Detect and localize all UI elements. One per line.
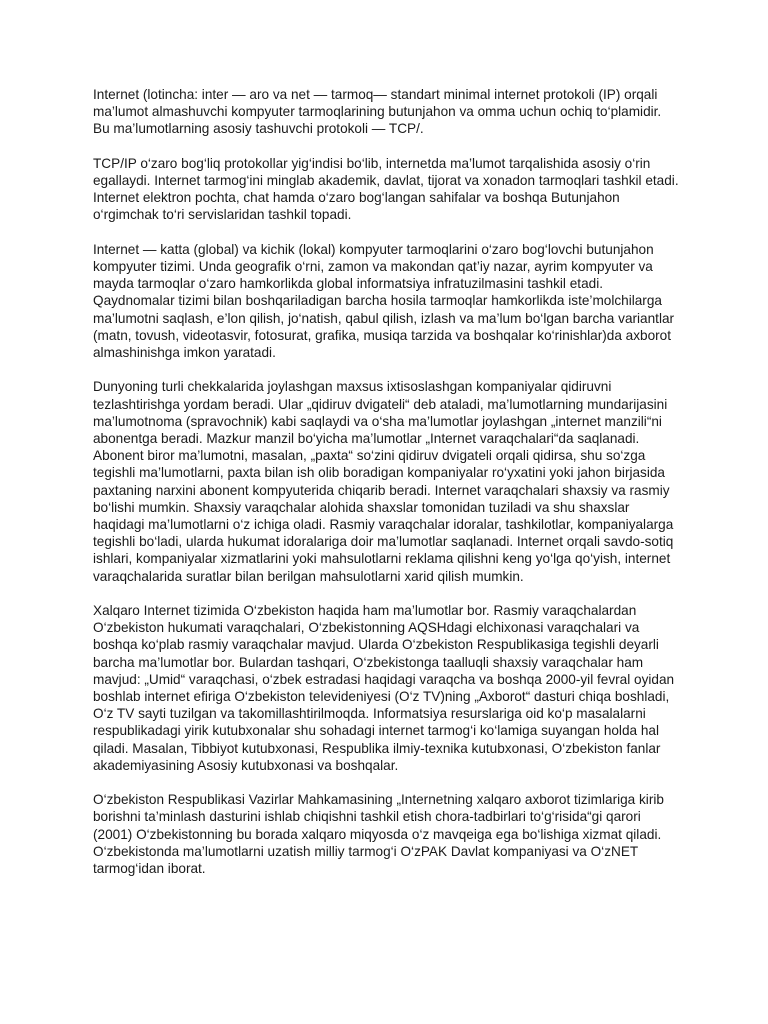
paragraph-6: O‘zbekiston Respublikasi Vazirlar Mahkamasining „Internetning xalqaro axborot tizimlariga kirib borishni ta’minlash dasturini ishlab chiqishni tashkil etish chora-tadbirlari to‘g‘risida“gi qarori (2001) O‘zbekistonning bu borada xalqaro miqyosda o‘z mavqeiga ega bo‘lishiga xizmat qiladi. O‘zbekistonda ma’lumotlarni uzatish milliy tarmog‘i O‘zPAK Davlat kompaniyasi va O‘zNET tarmog‘idan iborat. (93, 792, 664, 877)
paragraph-3: Internet — katta (global) va kichik (lokal) kompyuter tarmoqlarini o‘zaro bog‘lovchi butunjahon kompyuter tizimi. Unda geografik o‘rni, zamon va makondan qat’iy nazar, ayrim kompyuter va mayda tarmoqlar o‘zaro hamkorlikda global informatsiya infratuzilmasini tashkil etadi. Qaydnomalar tizimi bilan boshqariladigan barcha hosila tarmoqlar hamkorlikda iste’molchilarga ma’lumotni saqlash, e’lon qilish, jo‘natish, qabul qilish, izlash va ma’lum bo‘lgan barcha variantlar (matn, tovush, videotasvir, fotosurat, grafika, musiqa tarzida va boshqalar ko‘rinishlar)da axborot almashinishga imkon yaratadi. (93, 241, 675, 361)
paragraph-5: Xalqaro Internet tizimida O‘zbekiston haqida ham ma’lumotlar bor. Rasmiy varaqchalardan O‘zbekiston hukumati varaqchalari, O‘zbekistonning AQSHdagi elchixonasi varaqchalari va boshqa ko‘plab rasmiy varaqchalar mavjud. Ularda O‘zbekiston Respublikasiga tegishli deyarli barcha ma’lumotlar bor. Bulardan tashqari, O‘zbekistonga taalluqli shaxsiy varaqchalar ham mavjud: „Umid“ varaqchasi, o‘zbek estradasi haqidagi varaqcha va boshqa 2000-yil fevral oyidan boshlab internet efiriga O‘zbekiston televideniyesi (O‘z TV)ning „Axborot“ dasturi chiqa boshladi, O‘z TV sayti tuzilgan va takomillashtirilmoqda. Informatsiya resurslariga oid ko‘p masalalarni respublikadagi yirik kutubxonalar shu sohadagi internet tarmog‘i ko‘lamiga suyangan holda hal qiladi. Masalan, Tibbiyot kutubxonasi, Respublika ilmiy-texnika kutubxonasi, O‘zbekiston fanlar akademiyasining Asosiy kutubxonasi va boshqalar. (93, 603, 675, 773)
document-body (93, 86, 681, 894)
paragraph-1: Internet (lotincha: inter — aro va net — tarmoq— standart minimal internet protokoli (IP) orqali ma’lumot almashuvchi kompyuter tarmoqlarining butunjahon va omma uchun ochiq to‘plamidir. Bu ma’lumotlarning asosiy tashuvchi protokoli — TCP/. (93, 87, 662, 137)
paragraph-2: TCP/IP o‘zaro bog‘liq protokollar yig‘indisi bo‘lib, internetda ma’lumot tarqalishida asosiy o‘rin egallaydi. Internet tarmog‘ini minglab akademik, davlat, tijorat va xonadon tarmoqlari tashkil etadi. Internet elektron pochta, chat hamda o‘zaro bog‘langan sahifalar va boshqa Butunjahon o‘rgimchak to‘ri servislaridan tashkil topadi. (93, 155, 679, 223)
paragraph-4: Dunyoning turli chekkalarida joylashgan maxsus ixtisoslashgan kompaniyalar qidiruvni tezlashtirishga yordam beradi. Ular „qidiruv dvigateli“ deb ataladi, ma’lumotlarning mundarijasini ma’lumotnoma (spravochnik) kabi saqlaydi va o‘sha ma’lumotlar joylashgan „internet manzili“ni abonentga beradi. Mazkur manzil bo‘yicha ma’lumotlar „Internet varaqchalari“da saqlanadi. Abonent biror ma’lumotni, masalan, „paxta“ so‘zini qidiruv dvigateli orqali qidirsa, shu so‘zga tegishli ma’lumotlarni, paxta bilan ish olib boradigan kompaniyalar ro‘yxatini yoki jahon birjasida paxtaning narxini abonent kompyuterida chiqarib beradi. Internet varaqchalari shaxsiy va rasmiy bo‘lishi mumkin. Shaxsiy varaqchalar alohida shaxslar tomonidan tuziladi va shu shaxslar haqidagi ma’lumotlarni o‘z ichiga oladi. Rasmiy varaqchalar idoralar, tashkilotlar, kompaniyalarga tegishli bo‘ladi, ularda hukumat idoralariga doir ma’lumotlar saqlanadi. Internet orqali savdo-sotiq ishlari, kompaniyalar xizmatlarini yoki mahsulotlarni reklama qilishni keng yo‘lga qo‘yish, internet varaqchalarida suratlar bilan berilgan mahsulotlarni xarid qilish mumkin. (93, 379, 674, 584)
